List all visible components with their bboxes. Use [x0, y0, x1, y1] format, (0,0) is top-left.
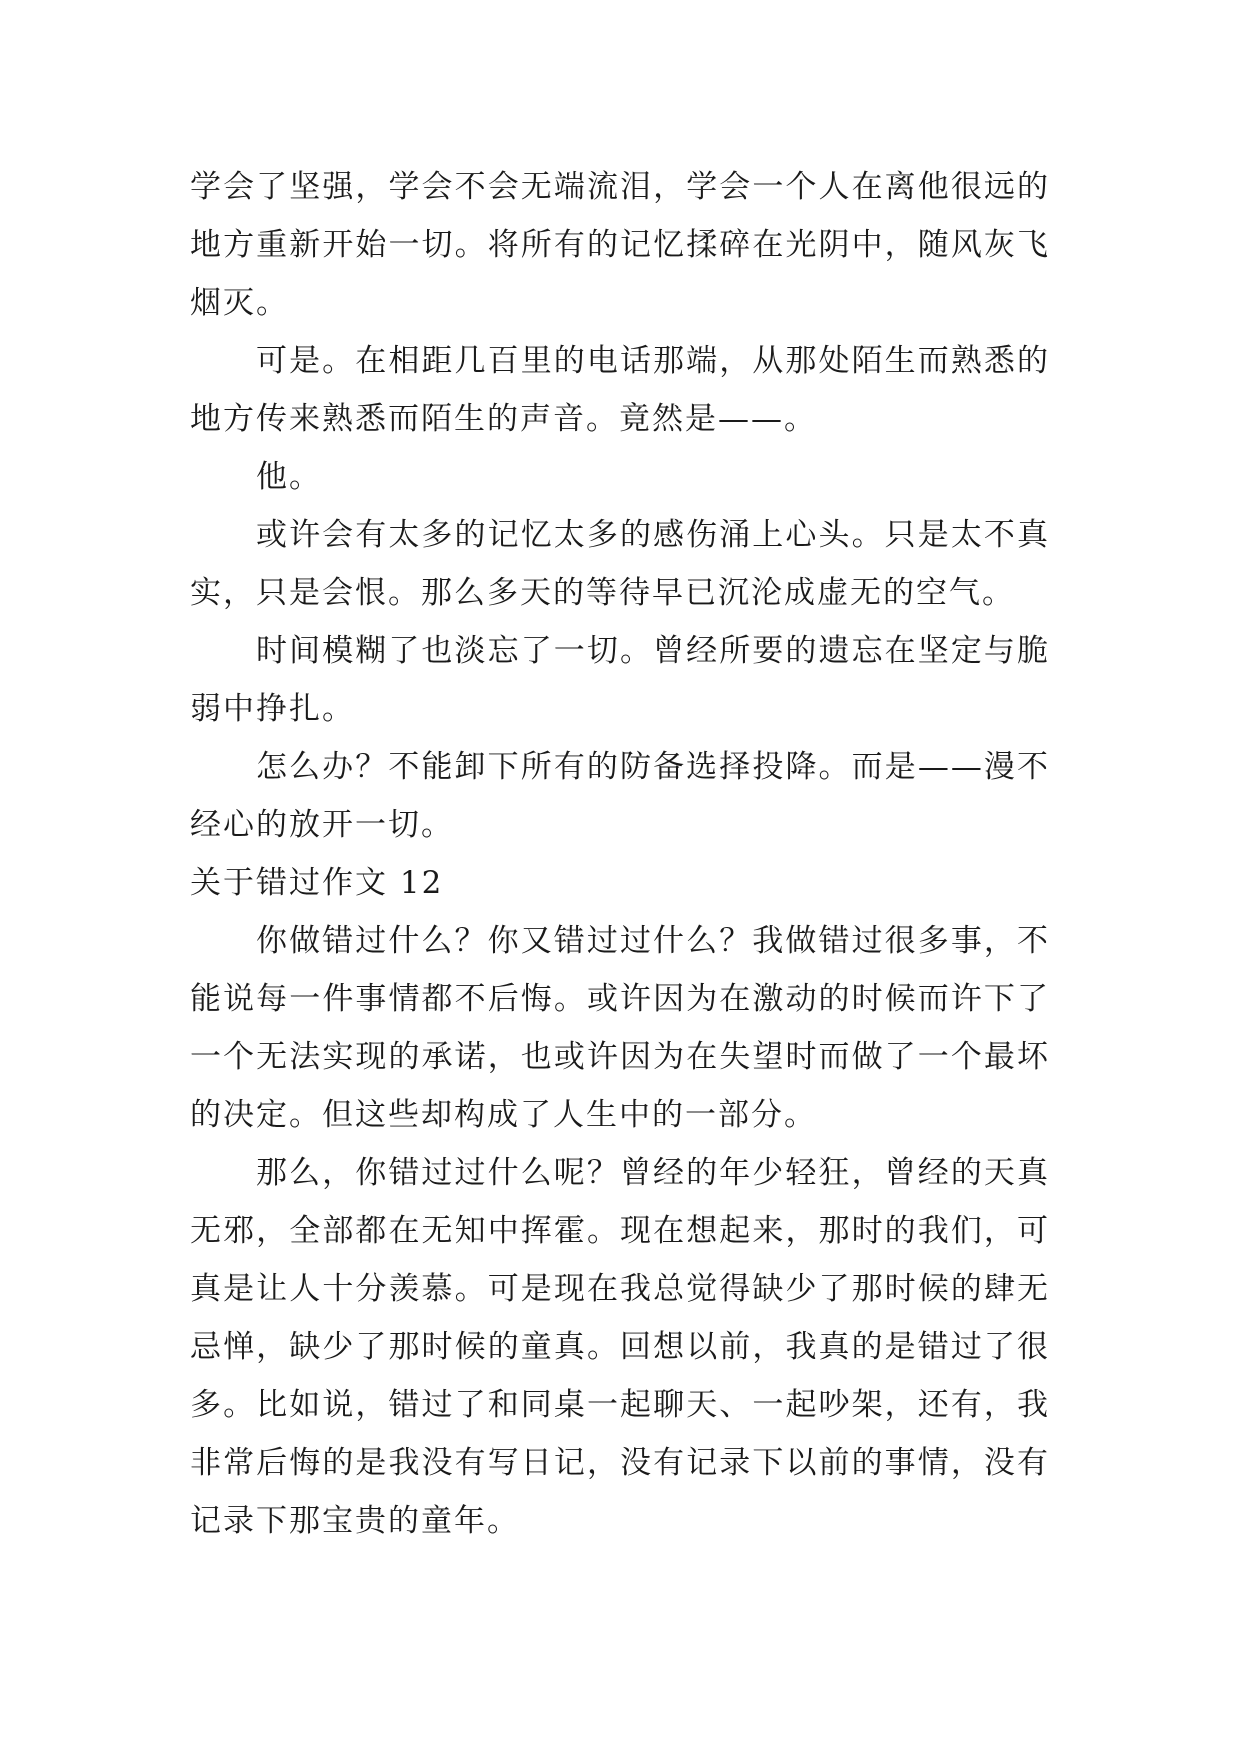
paragraph: 那么，你错过过什么呢？曾经的年少轻狂，曾经的天真无邪，全部都在无知中挥霍。现在想起来，那时的我们，可真是让人十分羡慕。可是现在我总觉得缺少了那时候的肆无忌惮，缺少了那时候的童真。回想以前，我真的是错过了很多。比如说，错过了和同桌一起聊天、一起吵架，还有，我非常后悔的是我没有写日记，没有记录下以前的事情，没有记录下那宝贵的童年。 [190, 1155, 1050, 1539]
paragraph: 可是。在相距几百里的电话那端，从那处陌生而熟悉的地方传来熟悉而陌生的声音。竟然是——。 [190, 343, 1050, 437]
paragraph: 怎么办？不能卸下所有的防备选择投降。而是——漫不经心的放开一切。 [190, 749, 1050, 843]
section-heading: 关于错过作文 12 [190, 865, 444, 901]
paragraph: 你做错过什么？你又错过过什么？我做错过很多事，不能说每一件事情都不后悔。或许因为在激动的时候而许下了一个无法实现的承诺，也或许因为在失望时而做了一个最坏的决定。但这些却构成了人生中的一部分。 [190, 923, 1050, 1133]
paragraph: 他。 [256, 459, 322, 495]
paragraph-continuation: 学会了坚强，学会不会无端流泪，学会一个人在离他很远的地方重新开始一切。将所有的记忆揉碎在光阴中，随风灰飞烟灭。 [190, 169, 1050, 321]
paragraph: 或许会有太多的记忆太多的感伤涌上心头。只是太不真实，只是会恨。那么多天的等待早已沉沦成虚无的空气。 [190, 517, 1050, 611]
paragraph: 时间模糊了也淡忘了一切。曾经所要的遗忘在坚定与脆弱中挣扎。 [190, 633, 1050, 727]
document-body [190, 158, 1050, 1550]
